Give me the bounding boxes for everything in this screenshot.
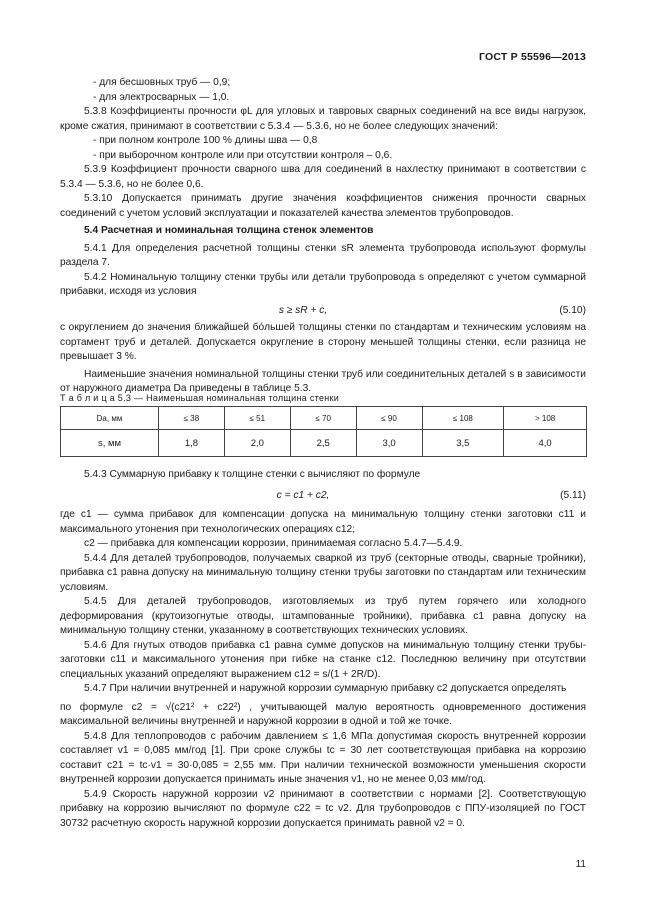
paragraph-5-4-6: 5.4.6 Для гнутых отводов прибавка c1 равна сумме допусков на минимальную толщину стенки трубы-заготовки c11 и максимального утонения при гибке на станке c12. Последнюю величину при отсутствии специальных указаний определяют выражением c12 = s/(1 + 2R/D).: [60, 639, 586, 680]
page-number: 11: [575, 859, 586, 870]
section-heading-5-4: 5.4 Расчетная и номинальная толщина стенок элементов: [84, 225, 374, 236]
paragraph-formula-c2: по формуле c2 = √(c21² + c22²) , учитывающей малую вероятность одновременного достижения максимальной величины внутренней и наружной коррозии в одной и той же точке.: [60, 701, 586, 727]
table-cell: ≤ 90: [356, 407, 422, 430]
table-cell: ≤ 38: [159, 407, 225, 430]
paragraph-5-4-3: 5.4.3 Суммарную прибавку к толщине стенки c вычисляют по формуле: [84, 469, 421, 480]
table-cell: ≤ 70: [290, 407, 356, 430]
paragraph-c2: c2 — прибавка для компенсации коррозии, принимаемая согласно 5.4.7—5.4.9.: [84, 538, 463, 549]
formula-expression: s ≥ sR + c,: [278, 304, 328, 316]
paragraph-where: где c1 — сумма прибавок для компенсации допуска на минимальную толщину стенки заготовки c11 и максимального утонения при технологических операциях c12;: [60, 509, 586, 535]
paragraph-5-4-8: 5.4.8 Для теплопроводов с рабочим давлением ≤ 1,6 МПа допустимая скорость внутренней коррозии составляет v1 = 0,085 мм/год [1]. При сроке службы tc = 30 лет соответствующая прибавка на коррозию составит c21 = tc·v1 = 30·0,085 = 2,55 мм. При наличии технической возможности уменьшения скорости внутренней коррозии допускается принимать иные значения v1, но не менее 0,03 мм/год.: [60, 730, 586, 785]
table-cell: 2,0: [224, 430, 290, 457]
section-5-4-3-text: [60, 468, 586, 831]
formula-expression: c = c1 + c2,: [276, 489, 330, 501]
formula-number: (5.11): [560, 489, 586, 501]
paragraph-5-3-9: 5.3.9 Коэффициент прочности сварного шва для соединений в нахлестку принимают в соответствии с 5.3.4 — 5.3.6, но не более 0,6.: [60, 164, 586, 190]
wall-thickness-table: [60, 406, 587, 457]
table-cell: 3,0: [356, 430, 422, 457]
list-item: - для бесшовных труб — 0,9;: [93, 77, 231, 88]
table-cell: 1,8: [159, 430, 225, 457]
paragraph-table-ref: Наименьшие значения номинальной толщины стенки труб или соединительных деталей s в зависимости от наружного диаметра Da приведены в таблице 5.3.: [60, 368, 586, 394]
paragraph-5-3-10: 5.3.10 Допускается принимать другие значения коэффициентов снижения прочности сварных соединений с учетом условий эксплуатации и показателей качества элементов трубопроводов.: [60, 193, 586, 219]
section-5-3-text: [60, 76, 586, 397]
table-cell: > 108: [504, 407, 587, 430]
table-cell: s, мм: [61, 430, 159, 457]
table-cell: 4,0: [504, 430, 587, 457]
paragraph-5-4-1: 5.4.1 Для определения расчетной толщины стенки sR элемента трубопровода используют формулы раздела 7.: [60, 242, 586, 268]
table-cell: 2,5: [290, 430, 356, 457]
paragraph-5-4-9: 5.4.9 Скорость наружной коррозии v2 принимают в соответствии с нормами [2]. Соответствующую прибавку на коррозию вычисляют по формуле c22 = tc v2. Для трубопроводов с ППУ-изоляцией по ГОСТ 30732 расчетную скорость наружной коррозии допускается принимать равной v2 = 0.: [60, 788, 586, 829]
list-item: - для электросварных — 1,0.: [93, 91, 230, 103]
paragraph-5-4-2: 5.4.2 Номинальную толщину стенки трубы или детали трубопровода s определяют с учетом суммарной прибавки, исходя из условия: [60, 271, 586, 297]
paragraph-rounding: с округлением до значения ближайшей бóльшей толщины стенки по стандартам и техническим условиям на сортамент труб и деталей. Допускается округление в сторону меньшей толщины стенки, если разница не превышает 3 %.: [60, 322, 586, 362]
table-cell: ≤ 51: [224, 407, 290, 430]
formula-5-11: [60, 489, 586, 504]
table-cell: Da, мм: [61, 407, 159, 430]
list-item: - при полном контроле 100 % длины шва — 0,8: [93, 135, 318, 146]
formula-number: (5.10): [559, 304, 586, 316]
standard-header: ГОСТ Р 55596—2013: [478, 51, 586, 63]
table-header-row: [61, 407, 587, 430]
table-cell: 3,5: [422, 430, 504, 457]
table-row: [61, 430, 587, 457]
paragraph-5-3-8: 5.3.8 Коэффициенты прочности φL для угловых и тавровых сварных соединений на все виды нагрузок, кроме сжатия, принимают в соответствии с 5.3.4 — 5.3.6, но не более следующих значений:: [60, 106, 586, 132]
formula-5-10: [60, 304, 586, 319]
paragraph-5-4-5: 5.4.5 Для деталей трубопроводов, изготовляемых из труб путем горячего или холодного деформирования (крутоизогнутые отводы, штампованные тройники), прибавка c1 равна допуску на минимальную толщину стенки, указанному в соответствующих технических условиях.: [60, 596, 586, 636]
table-caption: Т а б л и ц а 5.3 — Наименьшая номинальная толщина стенки: [60, 393, 340, 403]
table-cell: ≤ 108: [422, 407, 504, 430]
paragraph-5-4-7: 5.4.7 При наличии внутренней и наружной коррозии суммарную прибавку c2 допускается определять: [84, 683, 567, 694]
list-item: - при выборочном контроле или при отсутствии контроля – 0,6.: [93, 149, 393, 161]
paragraph-5-4-4: 5.4.4 Для деталей трубопроводов, получаемых сваркой из труб (секторные отводы, сварные тройники), прибавка c1 равна допуску на минимальную толщину стенки трубы заготовки по стандартам или техническим условиям.: [60, 552, 586, 593]
